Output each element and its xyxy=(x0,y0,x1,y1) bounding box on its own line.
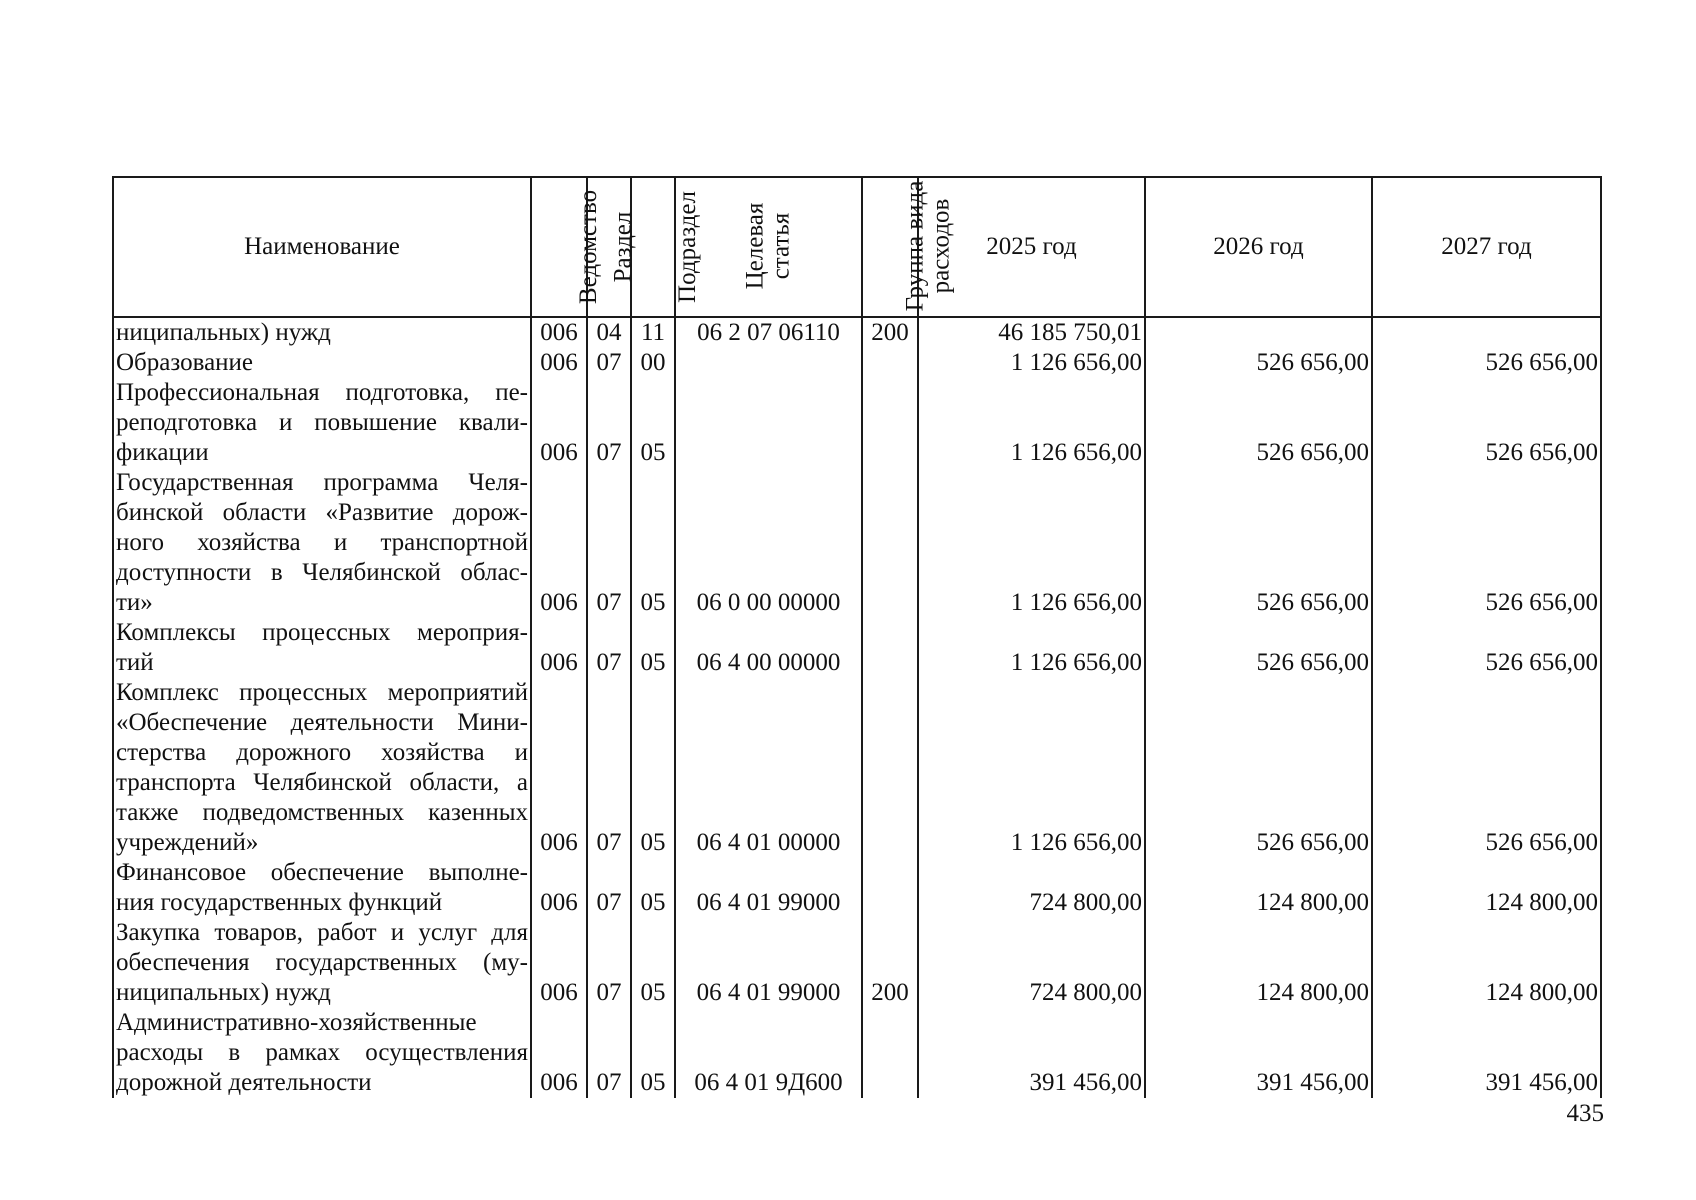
section-cell: 07 xyxy=(587,348,631,378)
target-article-cell: 06 4 01 00000 xyxy=(675,678,862,858)
row-name-cell xyxy=(113,858,531,918)
page-number: 435 xyxy=(1566,1100,1604,1127)
row-name-line: ния государственных функций xyxy=(116,889,443,916)
row-name-line: Закупка товаров, работ и услуг для xyxy=(116,919,528,946)
target-article-cell: 06 4 00 00000 xyxy=(675,618,862,678)
section-cell: 07 xyxy=(587,468,631,618)
target-article-cell: 06 4 01 99000 xyxy=(675,918,862,1008)
row-name-cell xyxy=(113,348,531,378)
amount-2025-cell: 724 800,00 xyxy=(918,858,1145,918)
amount-2027-cell: 526 656,00 xyxy=(1372,378,1601,468)
expense-group-cell: 200 xyxy=(862,918,918,1008)
table-row xyxy=(113,918,1601,1008)
expense-group-cell xyxy=(862,468,918,618)
section-cell: 07 xyxy=(587,918,631,1008)
amount-2025-cell: 46 185 750,01 xyxy=(918,317,1145,348)
amount-2026-cell xyxy=(1145,317,1372,348)
column-header-target-article xyxy=(675,177,862,317)
section-header-label: Раздел xyxy=(609,211,637,283)
section-cell: 07 xyxy=(587,858,631,918)
section-cell: 04 xyxy=(587,317,631,348)
expense-group-line-2: расходов xyxy=(927,198,955,294)
target-article-cell: 06 0 00 00000 xyxy=(675,468,862,618)
amount-2026-cell: 526 656,00 xyxy=(1145,618,1372,678)
section-cell: 07 xyxy=(587,1008,631,1098)
column-header-2026 xyxy=(1145,177,1372,317)
row-name-line: стерства дорожного хозяйства и xyxy=(116,739,528,766)
department-header-label: Ведомство xyxy=(575,189,603,305)
year-2026-header-label: 2026 год xyxy=(1213,233,1304,260)
amount-2027-cell: 526 656,00 xyxy=(1372,618,1601,678)
row-name-cell xyxy=(113,1008,531,1098)
amount-2027-cell xyxy=(1372,317,1601,348)
budget-table-page xyxy=(112,176,1600,1108)
amount-2025-cell: 1 126 656,00 xyxy=(918,468,1145,618)
amount-2025-cell: 1 126 656,00 xyxy=(918,348,1145,378)
expense-group-cell xyxy=(862,1008,918,1098)
section-cell: 07 xyxy=(587,378,631,468)
amount-2025-cell: 724 800,00 xyxy=(918,918,1145,1008)
name-header-label: Наименование xyxy=(244,233,400,260)
row-name-cell xyxy=(113,918,531,1008)
row-name-line: бинской области «Развитие дорож- xyxy=(116,499,528,526)
amount-2026-cell: 526 656,00 xyxy=(1145,678,1372,858)
row-name-line: Административно-хозяйственные xyxy=(116,1009,477,1036)
table-row xyxy=(113,1008,1601,1098)
subsection-cell: 05 xyxy=(631,468,675,618)
row-name-line: Государственная программа Челя- xyxy=(116,469,528,496)
row-name-line: ного хозяйства и транспортной xyxy=(116,529,528,556)
expense-group-cell xyxy=(862,348,918,378)
amount-2027-cell: 526 656,00 xyxy=(1372,678,1601,858)
amount-2026-cell: 526 656,00 xyxy=(1145,348,1372,378)
row-name-cell xyxy=(113,468,531,618)
row-name-line: реподготовка и повышение квали- xyxy=(116,409,528,436)
department-cell: 006 xyxy=(531,468,587,618)
amount-2026-cell: 526 656,00 xyxy=(1145,378,1372,468)
row-name-line: ти» xyxy=(116,589,153,616)
table-row xyxy=(113,378,1601,468)
row-name-cell xyxy=(113,317,531,348)
target-article-cell: 06 2 07 06110 xyxy=(675,317,862,348)
table-row xyxy=(113,468,1601,618)
department-cell: 006 xyxy=(531,858,587,918)
subsection-cell: 05 xyxy=(631,678,675,858)
subsection-cell: 00 xyxy=(631,348,675,378)
amount-2026-cell: 526 656,00 xyxy=(1145,468,1372,618)
row-name-line: дорожной деятельности xyxy=(116,1069,372,1096)
amount-2025-cell: 1 126 656,00 xyxy=(918,378,1145,468)
row-name-line: доступности в Челябинской облас- xyxy=(116,559,528,586)
target-article-header-label xyxy=(742,203,794,290)
amount-2027-cell: 124 800,00 xyxy=(1372,858,1601,918)
expense-group-cell: 200 xyxy=(862,317,918,348)
subsection-cell: 05 xyxy=(631,1008,675,1098)
amount-2026-cell: 124 800,00 xyxy=(1145,918,1372,1008)
subsection-cell: 11 xyxy=(631,317,675,348)
amount-2025-cell: 1 126 656,00 xyxy=(918,618,1145,678)
amount-2025-cell: 391 456,00 xyxy=(918,1008,1145,1098)
amount-2027-cell: 526 656,00 xyxy=(1372,348,1601,378)
year-2027-header-label: 2027 год xyxy=(1441,233,1532,260)
subsection-cell: 05 xyxy=(631,618,675,678)
subsection-cell: 05 xyxy=(631,858,675,918)
target-article-cell xyxy=(675,348,862,378)
row-name-line: Комплексы процессных мероприя- xyxy=(116,619,528,646)
table-row xyxy=(113,348,1601,378)
amount-2027-cell: 124 800,00 xyxy=(1372,918,1601,1008)
row-name-line: расходы в рамках осуществления xyxy=(116,1039,528,1066)
expense-group-cell xyxy=(862,678,918,858)
department-cell: 006 xyxy=(531,918,587,1008)
row-name-line: ниципальных) нужд xyxy=(116,319,331,346)
target-article-line-2: статья xyxy=(767,212,795,280)
row-name-cell xyxy=(113,378,531,468)
row-name-line: обеспечения государственных (му- xyxy=(116,949,528,976)
row-name-line: фикации xyxy=(116,439,209,466)
column-header-2027 xyxy=(1372,177,1601,317)
amount-2027-cell: 391 456,00 xyxy=(1372,1008,1601,1098)
expense-group-cell xyxy=(862,378,918,468)
table-header xyxy=(113,177,1601,317)
target-article-line-1: Целевая xyxy=(741,202,769,290)
amount-2027-cell: 526 656,00 xyxy=(1372,468,1601,618)
row-name-line: учреждений» xyxy=(116,829,259,856)
expense-group-header-label xyxy=(902,181,954,312)
table-row xyxy=(113,618,1601,678)
target-article-cell: 06 4 01 99000 xyxy=(675,858,862,918)
department-cell: 006 xyxy=(531,378,587,468)
row-name-line: Образование xyxy=(116,349,254,376)
subsection-header-label: Подраздел xyxy=(673,191,701,303)
row-name-line: транспорта Челябинской области, а xyxy=(116,769,528,796)
row-name-line: Финансовое обеспечение выполне- xyxy=(116,859,528,886)
row-name-cell xyxy=(113,678,531,858)
amount-2026-cell: 124 800,00 xyxy=(1145,858,1372,918)
table-body xyxy=(113,317,1601,1098)
amount-2026-cell: 391 456,00 xyxy=(1145,1008,1372,1098)
section-cell: 07 xyxy=(587,678,631,858)
expense-group-cell xyxy=(862,618,918,678)
row-name-line: Комплекс процессных мероприятий xyxy=(116,679,528,706)
row-name-line: ниципальных) нужд xyxy=(116,979,331,1006)
column-header-subsection xyxy=(631,177,701,317)
subsection-cell: 05 xyxy=(631,918,675,1008)
expense-group-cell xyxy=(862,858,918,918)
column-header-name xyxy=(113,177,531,317)
target-article-cell xyxy=(675,378,862,468)
subsection-cell: 05 xyxy=(631,378,675,468)
row-name-line: «Обеспечение деятельности Мини- xyxy=(116,709,528,736)
column-header-expense-group xyxy=(862,177,955,317)
department-cell: 006 xyxy=(531,317,587,348)
table-row xyxy=(113,858,1601,918)
row-name-cell xyxy=(113,618,531,678)
table-row xyxy=(113,678,1601,858)
expense-group-line-1: Группа вида xyxy=(901,180,929,312)
department-cell: 006 xyxy=(531,678,587,858)
department-cell: 006 xyxy=(531,348,587,378)
row-name-line: также подведомственных казенных xyxy=(116,799,528,826)
row-name-line: тий xyxy=(116,649,154,676)
department-cell: 006 xyxy=(531,618,587,678)
target-article-cell: 06 4 01 9Д600 xyxy=(675,1008,862,1098)
department-cell: 006 xyxy=(531,1008,587,1098)
table-row xyxy=(113,317,1601,348)
column-header-department xyxy=(531,177,603,317)
year-2025-header-label: 2025 год xyxy=(986,233,1077,260)
row-name-line: Профессиональная подготовка, пе- xyxy=(116,379,528,406)
amount-2025-cell: 1 126 656,00 xyxy=(918,678,1145,858)
budget-table xyxy=(112,176,1602,1098)
section-cell: 07 xyxy=(587,618,631,678)
